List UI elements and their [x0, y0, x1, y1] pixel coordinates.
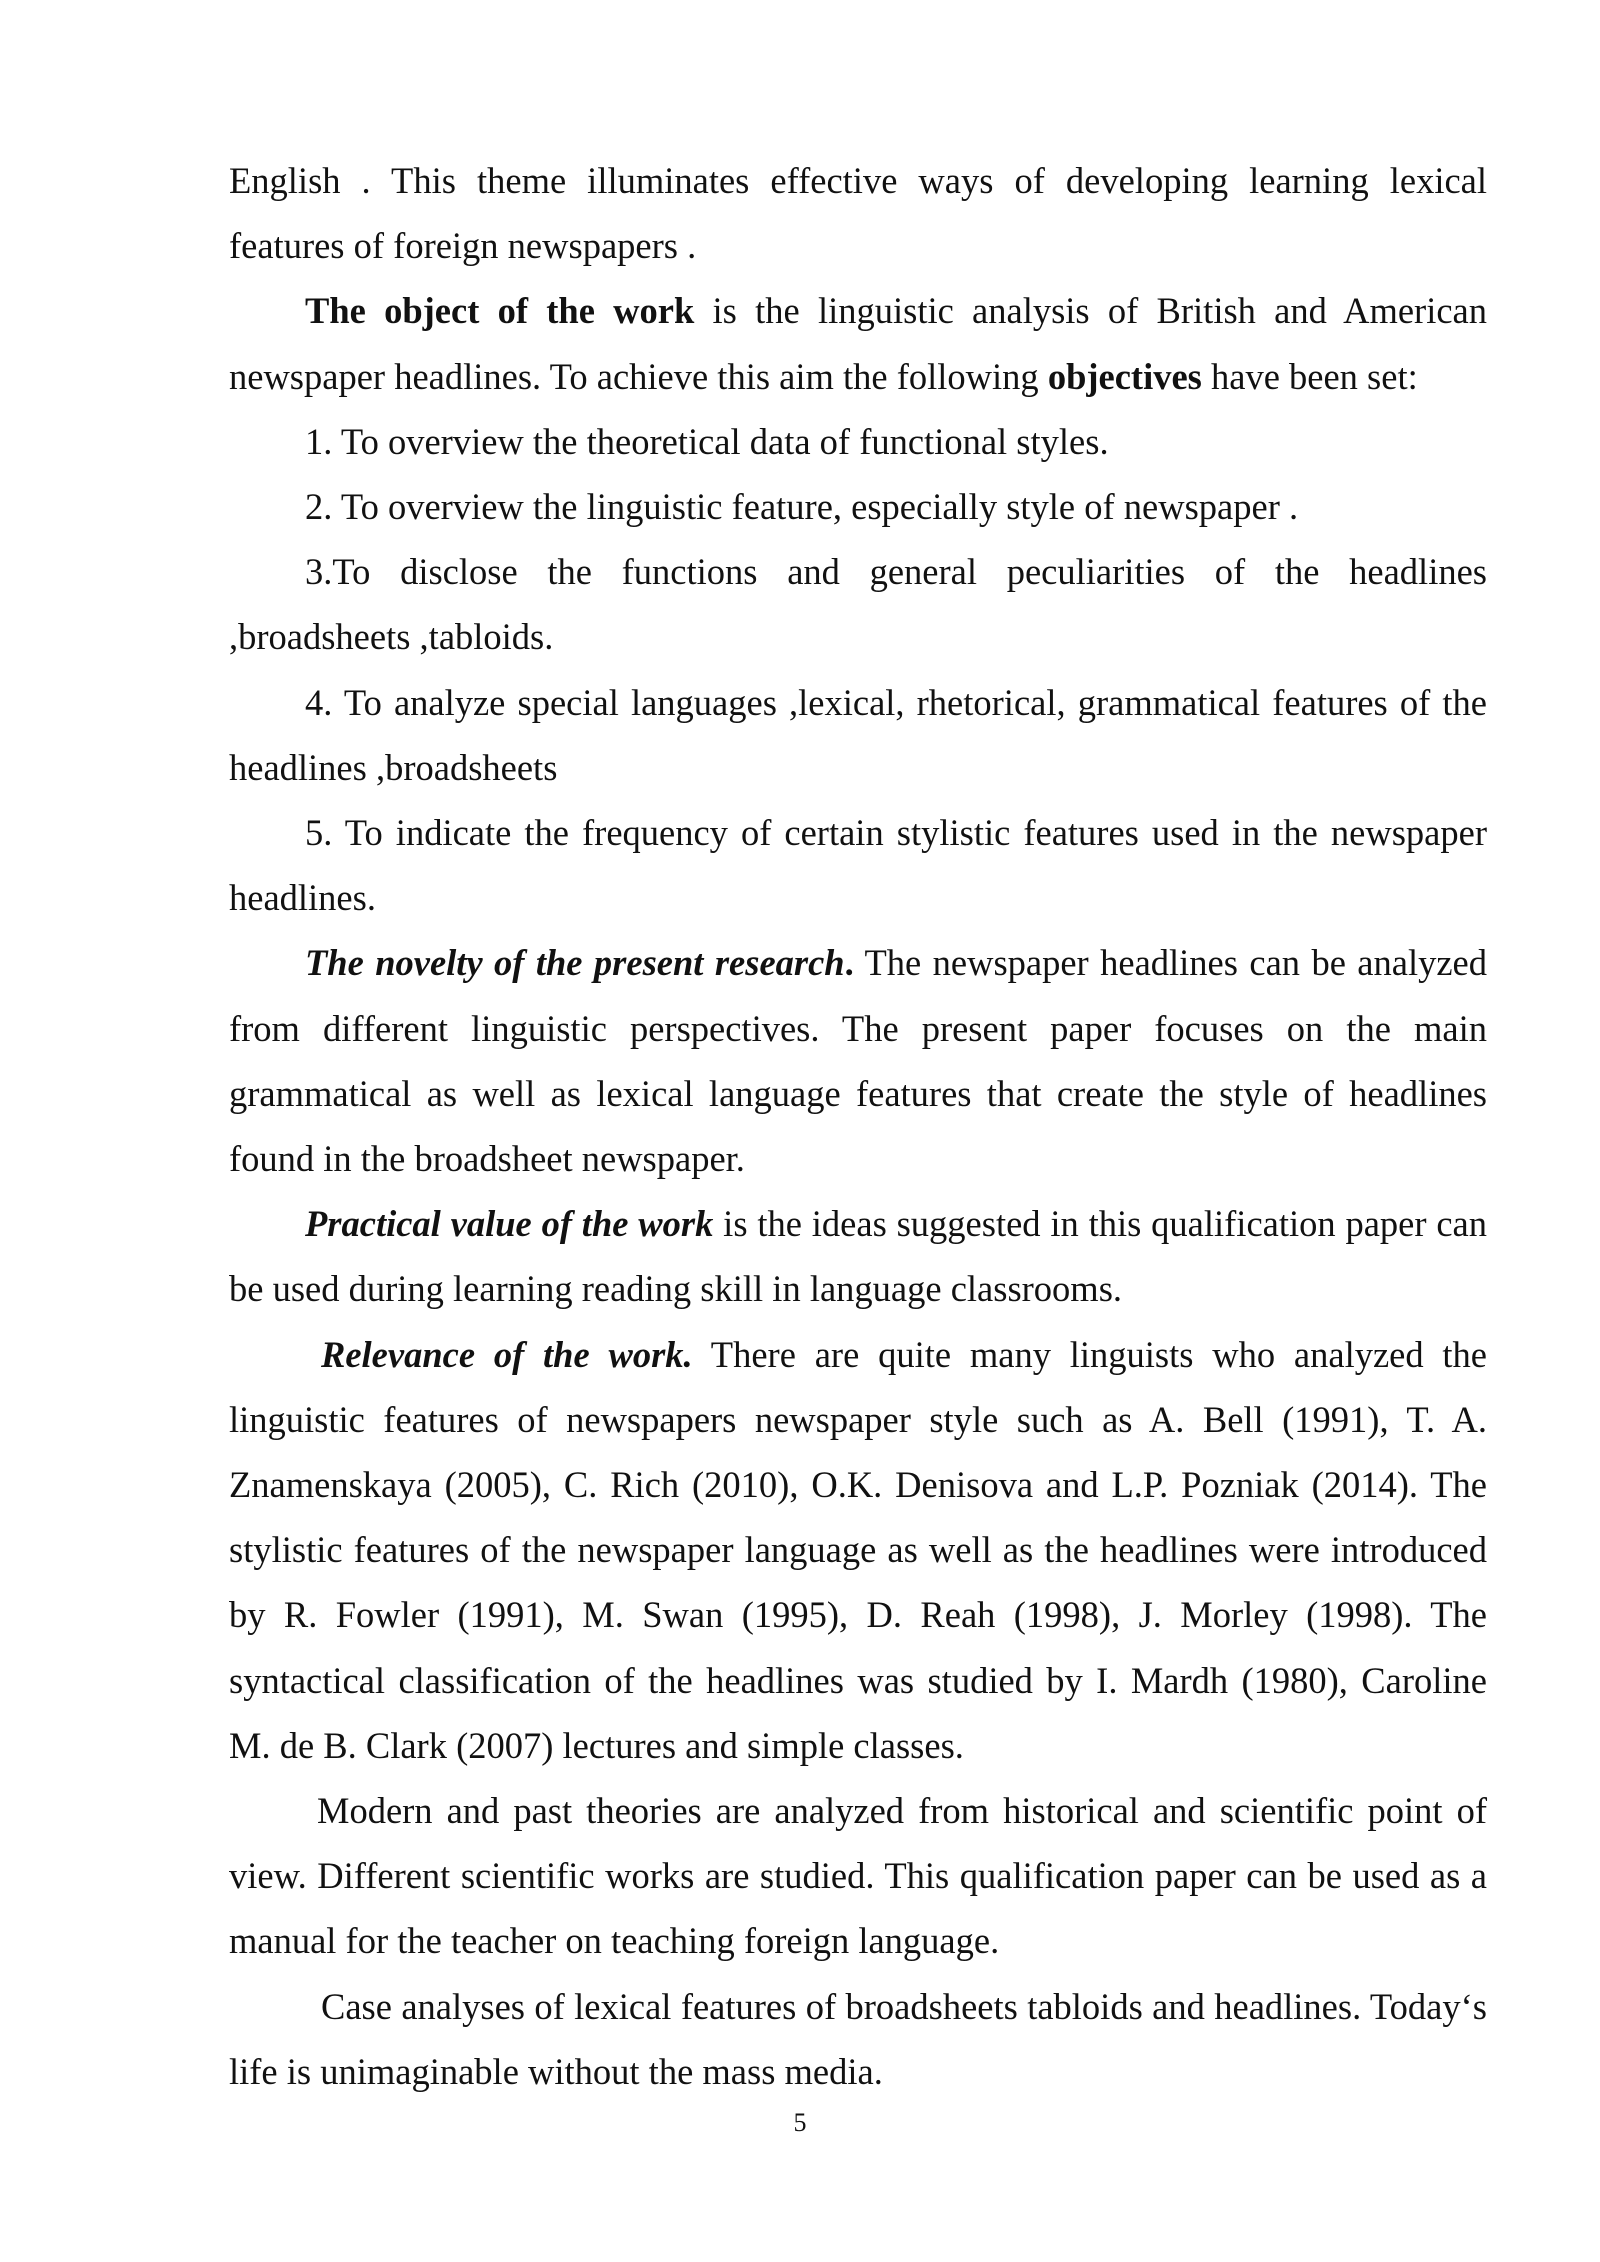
emphasized-text: Relevance of the work. [321, 1333, 693, 1375]
paragraph-practical-value [229, 1191, 1487, 1321]
paragraph-text: 2. To overview the linguistic feature, especially style of newspaper . [305, 486, 1299, 528]
paragraph-objective-4 [229, 670, 1487, 800]
paragraph-list [229, 148, 1487, 2104]
paragraph-objective-3 [229, 539, 1487, 669]
emphasized-text: . [844, 942, 854, 984]
paragraph-text: have been set: [1201, 355, 1418, 397]
paragraph-objective-5 [229, 800, 1487, 930]
emphasized-text: The novelty of the present research [305, 942, 845, 984]
paragraph-text: is the ideas suggested in this qualification paper can be used during learning reading skill in language classrooms. [229, 1203, 1487, 1310]
paragraph-text: English . This theme illuminates effective ways of developing learning lexical features of foreign newspapers . [229, 160, 1487, 267]
paragraph-objective-2 [229, 474, 1487, 539]
paragraph-text: Case analyses of lexical features of broadsheets tabloids and headlines. Today‘s life is unimaginable without the mass media. [229, 1985, 1487, 2092]
paragraph-novelty [229, 930, 1487, 1191]
paragraph-objective-1 [229, 409, 1487, 474]
paragraph-case-analyses [229, 1974, 1487, 2104]
paragraph-text: 5. To indicate the frequency of certain stylistic features used in the newspaper headlines. [229, 812, 1487, 919]
paragraph-text: is the linguistic analysis of British and American newspaper headlines. To achieve this aim the following [229, 290, 1487, 397]
paragraph-text: There are quite many linguists who analyzed the linguistic features of newspapers newspaper style such as A. Bell (1991), T. A. Znamenskaya (2005), C. Rich (2010), O.K. Denisova and L.P. Pozniak (2014). The stylistic features of the newspaper language as well as the headlines were introduced by R. Fowler (1991), M. Swan (1995), D. Reah (1998), J. Morley (1998). The syntactical classification of the headlines was studied by I. Mardh (1980), Caroline M. de B. Clark (2007) lectures and simple classes. [229, 1333, 1488, 1766]
paragraph-text: Modern and past theories are analyzed from historical and scientific point of view. Different scientific works are studied. This qualification paper can be used as a manual for the teacher on teaching foreign language. [229, 1790, 1487, 1962]
emphasized-text: The object of the work [305, 290, 695, 332]
emphasized-text: objectives [1047, 355, 1202, 397]
emphasized-text: Practical value of the work [305, 1203, 714, 1245]
paragraph-intro-continuation [229, 148, 1487, 278]
paragraph-relevance [229, 1322, 1487, 1778]
paragraph-text: 4. To analyze special languages ,lexical, rhetorical, grammatical features of the headlines ,broadsheets [229, 681, 1487, 788]
paragraph-text: The newspaper headlines can be analyzed from different linguistic perspectives. The present paper focuses on the main grammatical as well as lexical language features that create the style of headlines found in the broadsheet newspaper. [229, 942, 1487, 1180]
paragraph-text: 3.To disclose the functions and general peculiarities of the headlines ,broadsheets ,tabloids. [229, 551, 1487, 658]
paragraph-object [229, 278, 1487, 408]
document-page-body [229, 148, 1487, 2104]
paragraph-text: 1. To overview the theoretical data of functional styles. [305, 420, 1109, 462]
paragraph-theories [229, 1778, 1487, 1974]
page-number: 5 [793, 2108, 807, 2137]
